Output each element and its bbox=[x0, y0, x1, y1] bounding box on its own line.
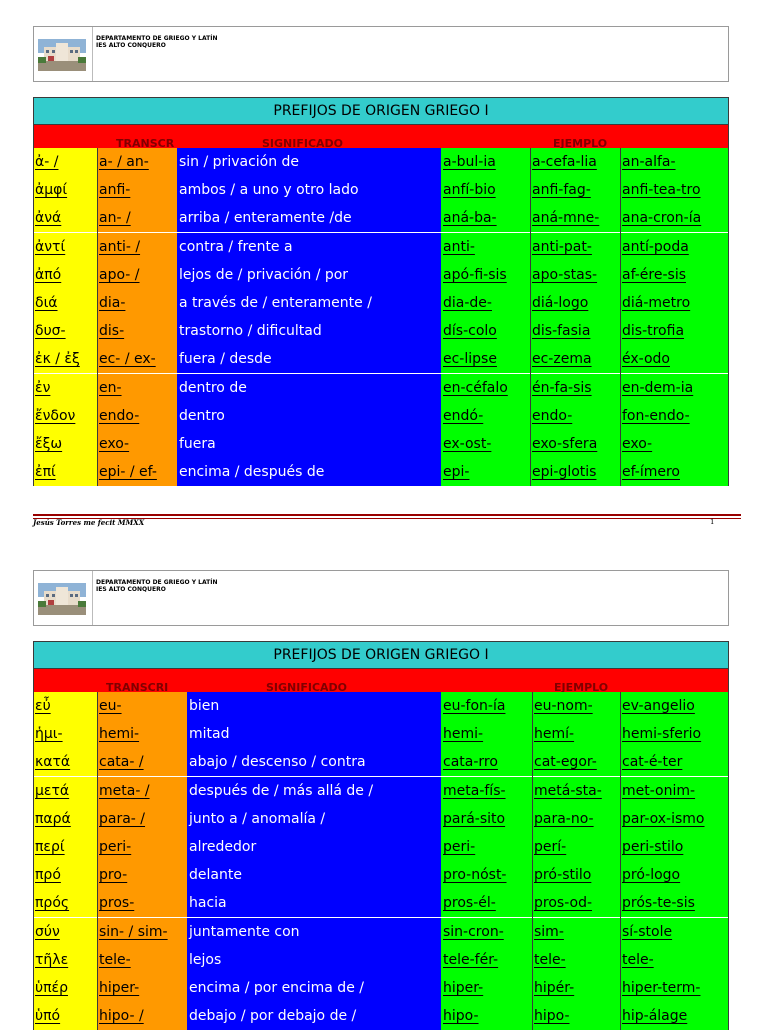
example-2-cell: para-no- bbox=[532, 805, 620, 833]
example-1-cell: en-céfalo bbox=[441, 374, 530, 402]
transcription-cell: exo- bbox=[97, 430, 177, 458]
example-3-cell: hiper-term- bbox=[620, 974, 729, 1002]
table-row bbox=[33, 1002, 729, 1030]
table-row bbox=[33, 233, 729, 261]
example-1-cell: epi- bbox=[441, 458, 530, 486]
col-transcr-label: TRANSCRI bbox=[106, 681, 169, 692]
example-3-cell: hemi-sferio bbox=[620, 720, 729, 748]
greek-prefix-cell: ἀμφί bbox=[33, 176, 97, 204]
greek-prefix-cell: ἐκ / ἐξ bbox=[33, 345, 97, 373]
greek-prefix-cell: ὑπό bbox=[33, 1002, 97, 1030]
example-3-cell: af-ére-sis bbox=[620, 261, 729, 289]
example-1-cell: anfí-bio bbox=[441, 176, 530, 204]
meaning-cell: contra / frente a bbox=[177, 233, 441, 261]
meaning-cell: dentro de bbox=[177, 374, 441, 402]
example-1-cell: tele-fér- bbox=[441, 946, 532, 974]
example-1-cell: cata-rro bbox=[441, 748, 532, 776]
example-1-cell: hiper- bbox=[441, 974, 532, 1002]
meaning-cell: encima / después de bbox=[177, 458, 441, 486]
table-row bbox=[33, 148, 729, 176]
page-header bbox=[33, 570, 729, 626]
table-row bbox=[33, 918, 729, 946]
table-title: PREFIJOS DE ORIGEN GRIEGO I bbox=[33, 97, 729, 125]
meaning-cell: lejos bbox=[187, 946, 441, 974]
greek-prefix-cell: ἀντί bbox=[33, 233, 97, 261]
transcription-cell: pros- bbox=[97, 889, 187, 917]
greek-prefix-cell: περί bbox=[33, 833, 97, 861]
page-header bbox=[33, 26, 729, 82]
table-row bbox=[33, 861, 729, 889]
example-3-cell: hip-álage bbox=[620, 1002, 729, 1030]
transcription-cell: eu- bbox=[97, 692, 187, 720]
example-1-cell: anti- bbox=[441, 233, 530, 261]
example-1-cell: aná-ba- bbox=[441, 204, 530, 232]
meaning-cell: arriba / enteramente /de bbox=[177, 204, 441, 232]
example-1-cell: dia-de- bbox=[441, 289, 530, 317]
header-divider bbox=[92, 571, 93, 625]
table-row bbox=[33, 946, 729, 974]
example-3-cell: fon-endo- bbox=[620, 402, 729, 430]
table-row bbox=[33, 974, 729, 1002]
example-1-cell: peri- bbox=[441, 833, 532, 861]
example-3-cell: cat-é-ter bbox=[620, 748, 729, 776]
footer-credit: Jesús Torres me fecit MMXX bbox=[33, 518, 145, 527]
transcription-cell: tele- bbox=[97, 946, 187, 974]
example-1-cell: eu-fon-ía bbox=[441, 692, 532, 720]
transcription-cell: a- / an- bbox=[97, 148, 177, 176]
table-row bbox=[33, 748, 729, 776]
department-name: DEPARTAMENTO DE GRIEGO Y LATÍN bbox=[96, 35, 218, 42]
example-3-cell: an-alfa- bbox=[620, 148, 729, 176]
transcription-cell: ec- / ex- bbox=[97, 345, 177, 373]
example-2-cell: eu-nom- bbox=[532, 692, 620, 720]
table-row bbox=[33, 261, 729, 289]
grid-line bbox=[728, 692, 729, 1030]
meaning-cell: lejos de / privación / por bbox=[177, 261, 441, 289]
greek-prefix-cell: ἀπό bbox=[33, 261, 97, 289]
meaning-cell: hacia bbox=[187, 889, 441, 917]
table-row bbox=[33, 430, 729, 458]
example-1-cell: hipo- bbox=[441, 1002, 532, 1030]
department-name: DEPARTAMENTO DE GRIEGO Y LATÍN bbox=[96, 579, 218, 586]
table-row bbox=[33, 889, 729, 917]
table-row bbox=[33, 458, 729, 486]
meaning-cell: sin / privación de bbox=[177, 148, 441, 176]
example-3-cell: diá-metro bbox=[620, 289, 729, 317]
meaning-cell: alrededor bbox=[187, 833, 441, 861]
meaning-cell: delante bbox=[187, 861, 441, 889]
transcription-cell: an- / bbox=[97, 204, 177, 232]
transcription-cell: en- bbox=[97, 374, 177, 402]
example-3-cell: ef-ímero bbox=[620, 458, 729, 486]
example-2-cell: cat-egor- bbox=[532, 748, 620, 776]
example-3-cell: exo- bbox=[620, 430, 729, 458]
table-row bbox=[33, 777, 729, 805]
table-row bbox=[33, 692, 729, 720]
meaning-cell: bien bbox=[187, 692, 441, 720]
transcription-cell: hiper- bbox=[97, 974, 187, 1002]
example-2-cell: endo- bbox=[530, 402, 620, 430]
table-row bbox=[33, 720, 729, 748]
school-building-logo bbox=[38, 39, 86, 71]
example-1-cell: pro-nóst- bbox=[441, 861, 532, 889]
greek-prefix-cell: ἐπί bbox=[33, 458, 97, 486]
grid-line bbox=[620, 692, 621, 1030]
meaning-cell: después de / más allá de / bbox=[187, 777, 441, 805]
transcription-cell: apo- / bbox=[97, 261, 177, 289]
example-3-cell: éx-odo bbox=[620, 345, 729, 373]
transcription-cell: peri- bbox=[97, 833, 187, 861]
transcription-cell: sin- / sim- bbox=[97, 918, 187, 946]
page-number: 1 bbox=[710, 518, 715, 526]
example-1-cell: dís-colo bbox=[441, 317, 530, 345]
greek-prefix-cell: ὑπέρ bbox=[33, 974, 97, 1002]
example-2-cell: hemí- bbox=[532, 720, 620, 748]
table-row bbox=[33, 289, 729, 317]
example-2-cell: pros-od- bbox=[532, 889, 620, 917]
grid-line bbox=[530, 148, 531, 486]
header-text bbox=[96, 35, 218, 49]
example-3-cell: en-dem-ia bbox=[620, 374, 729, 402]
example-2-cell: epi-glotis bbox=[530, 458, 620, 486]
example-2-cell: aná-mne- bbox=[530, 204, 620, 232]
greek-prefix-cell: κατά bbox=[33, 748, 97, 776]
greek-prefix-cell: εὖ bbox=[33, 692, 97, 720]
example-1-cell: sin-cron- bbox=[441, 918, 532, 946]
meaning-cell: a través de / enteramente / bbox=[177, 289, 441, 317]
school-name: IES ALTO CONQUERO bbox=[96, 586, 166, 593]
meaning-cell: fuera bbox=[177, 430, 441, 458]
greek-prefix-cell: ἡμι- bbox=[33, 720, 97, 748]
transcription-cell: dis- bbox=[97, 317, 177, 345]
example-2-cell: sim- bbox=[532, 918, 620, 946]
table-row bbox=[33, 204, 729, 232]
example-2-cell: pró-stilo bbox=[532, 861, 620, 889]
example-3-cell: pró-logo bbox=[620, 861, 729, 889]
grid-line bbox=[97, 148, 98, 486]
greek-prefix-cell: σύν bbox=[33, 918, 97, 946]
example-1-cell: ex-ost- bbox=[441, 430, 530, 458]
example-3-cell: sí-stole bbox=[620, 918, 729, 946]
table-row bbox=[33, 317, 729, 345]
greek-prefix-cell: ἀνά bbox=[33, 204, 97, 232]
table-row bbox=[33, 176, 729, 204]
table-row bbox=[33, 805, 729, 833]
table-row bbox=[33, 345, 729, 373]
meaning-cell: trastorno / dificultad bbox=[177, 317, 441, 345]
example-2-cell: hipér- bbox=[532, 974, 620, 1002]
example-2-cell: anfi-fag- bbox=[530, 176, 620, 204]
table-title: PREFIJOS DE ORIGEN GRIEGO I bbox=[33, 641, 729, 669]
example-2-cell: anti-pat- bbox=[530, 233, 620, 261]
table-header-row bbox=[33, 669, 729, 692]
example-3-cell: tele- bbox=[620, 946, 729, 974]
meaning-cell: junto a / anomalía / bbox=[187, 805, 441, 833]
table-header-row bbox=[33, 125, 729, 148]
example-2-cell: dis-fasia bbox=[530, 317, 620, 345]
meaning-cell: mitad bbox=[187, 720, 441, 748]
col-transcr-label: TRANSCR bbox=[116, 137, 175, 148]
school-name: IES ALTO CONQUERO bbox=[96, 42, 166, 49]
greek-prefix-cell: παρά bbox=[33, 805, 97, 833]
example-1-cell: meta-fís- bbox=[441, 777, 532, 805]
grid-line bbox=[728, 148, 729, 486]
meaning-cell: debajo / por debajo de / bbox=[187, 1002, 441, 1030]
greek-prefix-cell: ἔνδον bbox=[33, 402, 97, 430]
col-significado-label: SIGNIFICADO bbox=[262, 137, 344, 148]
example-2-cell: exo-sfera bbox=[530, 430, 620, 458]
example-2-cell: tele- bbox=[532, 946, 620, 974]
example-2-cell: ec-zema bbox=[530, 345, 620, 373]
greek-prefix-cell: διά bbox=[33, 289, 97, 317]
grid-line bbox=[33, 692, 34, 1030]
header-divider bbox=[92, 27, 93, 81]
example-1-cell: a-bul-ia bbox=[441, 148, 530, 176]
col-significado-label: SIGNIFICADO bbox=[266, 681, 348, 692]
table-row bbox=[33, 374, 729, 402]
example-2-cell: diá-logo bbox=[530, 289, 620, 317]
col-ejemplo-label: EJEMPLO bbox=[553, 137, 608, 148]
example-1-cell: apó-fi-sis bbox=[441, 261, 530, 289]
meaning-cell: fuera / desde bbox=[177, 345, 441, 373]
grid-line bbox=[620, 148, 621, 486]
example-3-cell: par-ox-ismo bbox=[620, 805, 729, 833]
meaning-cell: abajo / descenso / contra bbox=[187, 748, 441, 776]
grid-line bbox=[33, 148, 34, 486]
example-3-cell: ev-angelio bbox=[620, 692, 729, 720]
meaning-cell: dentro bbox=[177, 402, 441, 430]
example-3-cell: met-onim- bbox=[620, 777, 729, 805]
transcription-cell: endo- bbox=[97, 402, 177, 430]
transcription-cell: hemi- bbox=[97, 720, 187, 748]
transcription-cell: hipo- / bbox=[97, 1002, 187, 1030]
greek-prefix-cell: μετά bbox=[33, 777, 97, 805]
example-3-cell: antí-poda bbox=[620, 233, 729, 261]
example-3-cell: peri-stilo bbox=[620, 833, 729, 861]
greek-prefix-cell: τῆλε bbox=[33, 946, 97, 974]
grid-line bbox=[97, 692, 98, 1030]
example-1-cell: ec-lipse bbox=[441, 345, 530, 373]
example-2-cell: metá-sta- bbox=[532, 777, 620, 805]
footer-rule bbox=[33, 514, 741, 516]
transcription-cell: pro- bbox=[97, 861, 187, 889]
example-2-cell: apo-stas- bbox=[530, 261, 620, 289]
transcription-cell: dia- bbox=[97, 289, 177, 317]
example-1-cell: pará-sito bbox=[441, 805, 532, 833]
example-2-cell: én-fa-sis bbox=[530, 374, 620, 402]
transcription-cell: cata- / bbox=[97, 748, 187, 776]
greek-prefix-cell: ἐν bbox=[33, 374, 97, 402]
meaning-cell: ambos / a uno y otro lado bbox=[177, 176, 441, 204]
example-3-cell: ana-cron-ía bbox=[620, 204, 729, 232]
example-3-cell: anfi-tea-tro bbox=[620, 176, 729, 204]
school-building-logo bbox=[38, 583, 86, 615]
example-3-cell: dis-trofia bbox=[620, 317, 729, 345]
greek-prefix-cell: πρός bbox=[33, 889, 97, 917]
transcription-cell: para- / bbox=[97, 805, 187, 833]
table-row bbox=[33, 402, 729, 430]
greek-prefix-cell: πρό bbox=[33, 861, 97, 889]
greek-prefix-cell: ἔξω bbox=[33, 430, 97, 458]
example-1-cell: pros-él- bbox=[441, 889, 532, 917]
grid-line bbox=[532, 692, 533, 1030]
example-3-cell: prós-te-sis bbox=[620, 889, 729, 917]
example-2-cell: hipo- bbox=[532, 1002, 620, 1030]
example-2-cell: a-cefa-lia bbox=[530, 148, 620, 176]
example-2-cell: perí- bbox=[532, 833, 620, 861]
table-row bbox=[33, 833, 729, 861]
transcription-cell: anfi- bbox=[97, 176, 177, 204]
example-1-cell: hemi- bbox=[441, 720, 532, 748]
col-ejemplo-label: EJEMPLO bbox=[554, 681, 609, 692]
meaning-cell: juntamente con bbox=[187, 918, 441, 946]
example-1-cell: endó- bbox=[441, 402, 530, 430]
transcription-cell: epi- / ef- bbox=[97, 458, 177, 486]
greek-prefix-cell: δυσ- bbox=[33, 317, 97, 345]
transcription-cell: meta- / bbox=[97, 777, 187, 805]
header-text bbox=[96, 579, 218, 593]
greek-prefix-cell: ἀ- / bbox=[33, 148, 97, 176]
meaning-cell: encima / por encima de / bbox=[187, 974, 441, 1002]
transcription-cell: anti- / bbox=[97, 233, 177, 261]
